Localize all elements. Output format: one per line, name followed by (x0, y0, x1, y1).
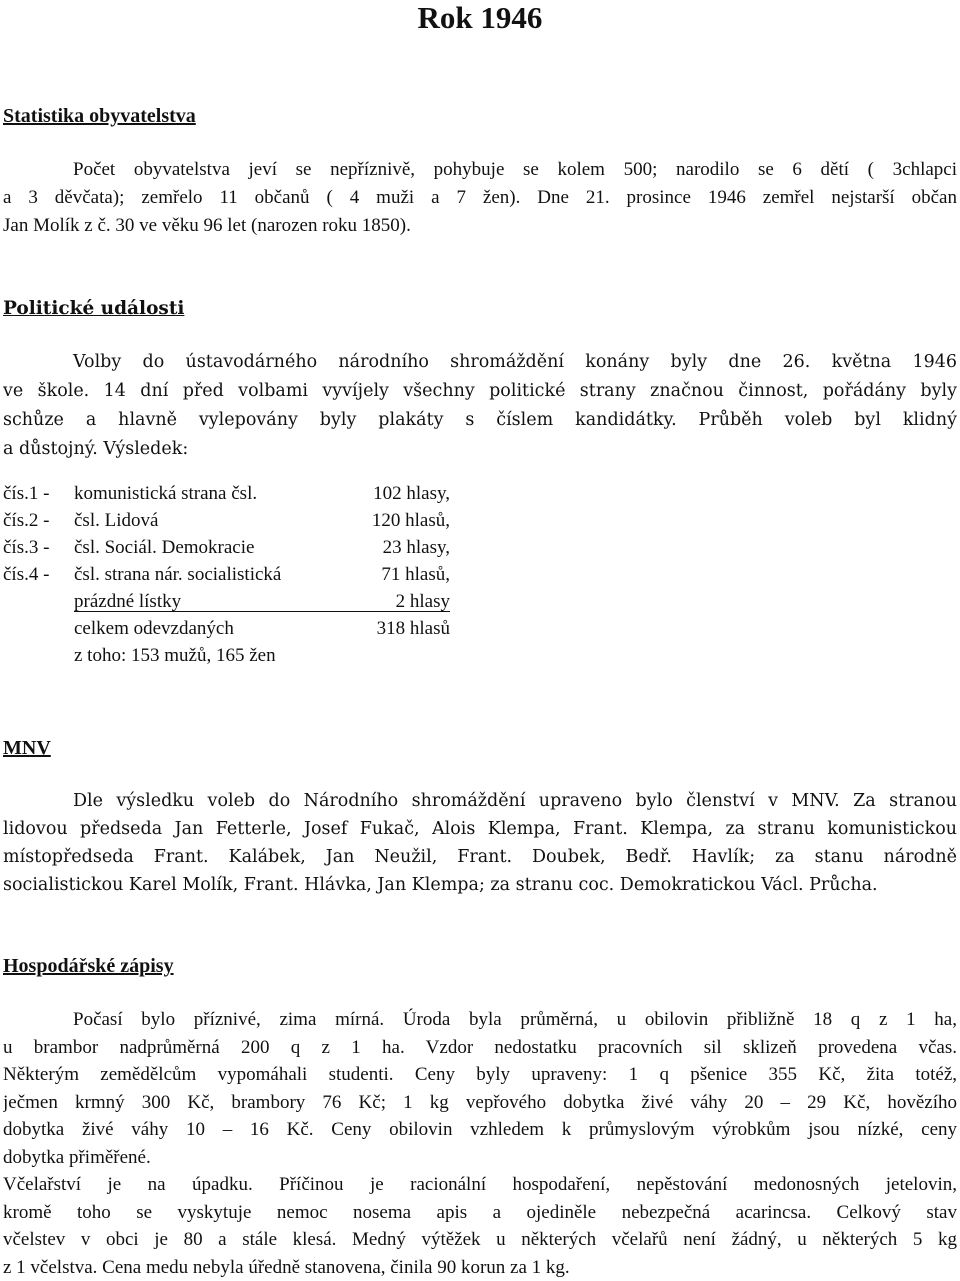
party-name: čsl. Lidová (74, 507, 158, 534)
text-line: kromě toho se vyskytuje nemoc nosema apis a ojediněle nebezpečná acarincsa. Celkový stav (3, 1199, 957, 1227)
vote-count: 2 hlasy (396, 588, 450, 615)
party-name: komunistická strana čsl. (74, 480, 257, 507)
party-name: celkem odevzdaných (74, 615, 234, 642)
text-line: Počasí bylo příznivé, zima mírná. Úroda byla průměrná, u obilovin přibližně 18 q z 1 ha, (3, 1006, 957, 1034)
text-line: lidovou předseda Jan Fetterle, Josef Fukač, Alois Klempa, Frant. Klempa, za stranu komunistickou (3, 815, 957, 843)
party-name: čsl. strana nár. socialistická (74, 561, 281, 588)
text-line: Jan Molík z č. 30 ve věku 96 let (narozen roku 1850). (3, 212, 957, 240)
paragraph-statistika (3, 156, 957, 240)
election-results (3, 480, 463, 669)
vote-count: 318 hlasů (377, 615, 450, 642)
text-line: ve škole. 14 dní před volbami vyvíjely všechny politické strany značnou činnost, pořádány byly (3, 377, 957, 406)
text-line: Dle výsledku voleb do Národního shromáždění upraveno bylo členství v MNV. Za stranou (3, 787, 957, 815)
text-line: a důstojný. Výsledek: (3, 435, 957, 464)
list-number: čís.4 - (3, 561, 49, 588)
vote-count: 102 hlasy, (373, 480, 450, 507)
text-line: dobytka přiměřené. (3, 1144, 957, 1172)
result-row (3, 561, 463, 588)
text-line: schůze a hlavně vylepovány byly plakáty s číslem kandidátky. Průběh voleb byl klidný (3, 406, 957, 435)
result-row-blank-ballots (3, 588, 463, 615)
heading-statistika: Statistika obyvatelstva (3, 103, 196, 129)
paragraph-mnv (3, 787, 957, 899)
text-line: Některým zemědělcům vypomáhali studenti. Ceny byly upraveny: 1 q pšenice 355 Kč, žita totéž, (3, 1061, 957, 1089)
vote-count: 71 hlasů, (381, 561, 450, 588)
vote-count: 23 hlasy, (383, 534, 450, 561)
text-line: včelstev v obci je 80 a stále klesá. Medný výtěžek u některých včelařů není žádný, u některých 5 kg (3, 1226, 957, 1254)
result-row (3, 507, 463, 534)
result-row (3, 480, 463, 507)
text-line: dobytka živé váhy 10 – 16 Kč. Ceny obilovin vzhledem k průmyslovým výrobkům jsou nízké, ceny (3, 1116, 957, 1144)
text-line: ječmen krmný 300 Kč, brambory 76 Kč; 1 kg vepřového dobytka živé váhy 20 – 29 Kč, hovězího (3, 1089, 957, 1117)
list-number: čís.3 - (3, 534, 49, 561)
paragraph-politicke-udalosti (3, 348, 957, 464)
result-row-breakdown (3, 642, 463, 669)
text-line: socialistickou Karel Molík, Frant. Hlávka, Jan Klempa; za stranu coc. Demokratickou Václ. Průcha. (3, 871, 957, 899)
paragraph-hospodarske-zapisy (3, 1006, 957, 1281)
vote-count: 120 hlasů, (372, 507, 450, 534)
text-line: u brambor nadprůměrná 200 q z 1 ha. Vzdor nedostatku pracovních sil sklizeň provedena včas. (3, 1034, 957, 1062)
heading-mnv: MNV (3, 735, 51, 761)
text-line: místopředseda Frant. Kalábek, Jan Neužil, Frant. Doubek, Bedř. Havlík; za stanu národně (3, 843, 957, 871)
text-line: z 1 včelstva. Cena medu nebyla úředně stanovena, činila 90 korun za 1 kg. (3, 1254, 957, 1281)
heading-hospodarske-zapisy: Hospodářské zápisy (3, 953, 174, 979)
list-number: čís.1 - (3, 480, 49, 507)
text-line: Volby do ústavodárného národního shromáždění konány byly dne 26. května 1946 (3, 348, 957, 377)
result-row (3, 534, 463, 561)
text-line: Počet obyvatelstva jeví se nepříznivě, pohybuje se kolem 500; narodilo se 6 dětí ( 3chlapci (3, 156, 957, 184)
heading-politicke-udalosti: Politické události (3, 296, 184, 322)
page-title: Rok 1946 (0, 0, 960, 36)
party-name: prázdné lístky (74, 588, 181, 615)
result-row-total (3, 615, 463, 642)
party-name: z toho: 153 mužů, 165 žen (74, 642, 276, 669)
list-number: čís.2 - (3, 507, 49, 534)
party-name: čsl. Sociál. Demokracie (74, 534, 254, 561)
text-line: a 3 děvčata); zemřelo 11 občanů ( 4 muži a 7 žen). Dne 21. prosince 1946 zemřel nejstarší občan (3, 184, 957, 212)
text-line: Včelařství je na úpadku. Příčinou je racionální hospodaření, nepěstování medonosných jetelovin, (3, 1171, 957, 1199)
